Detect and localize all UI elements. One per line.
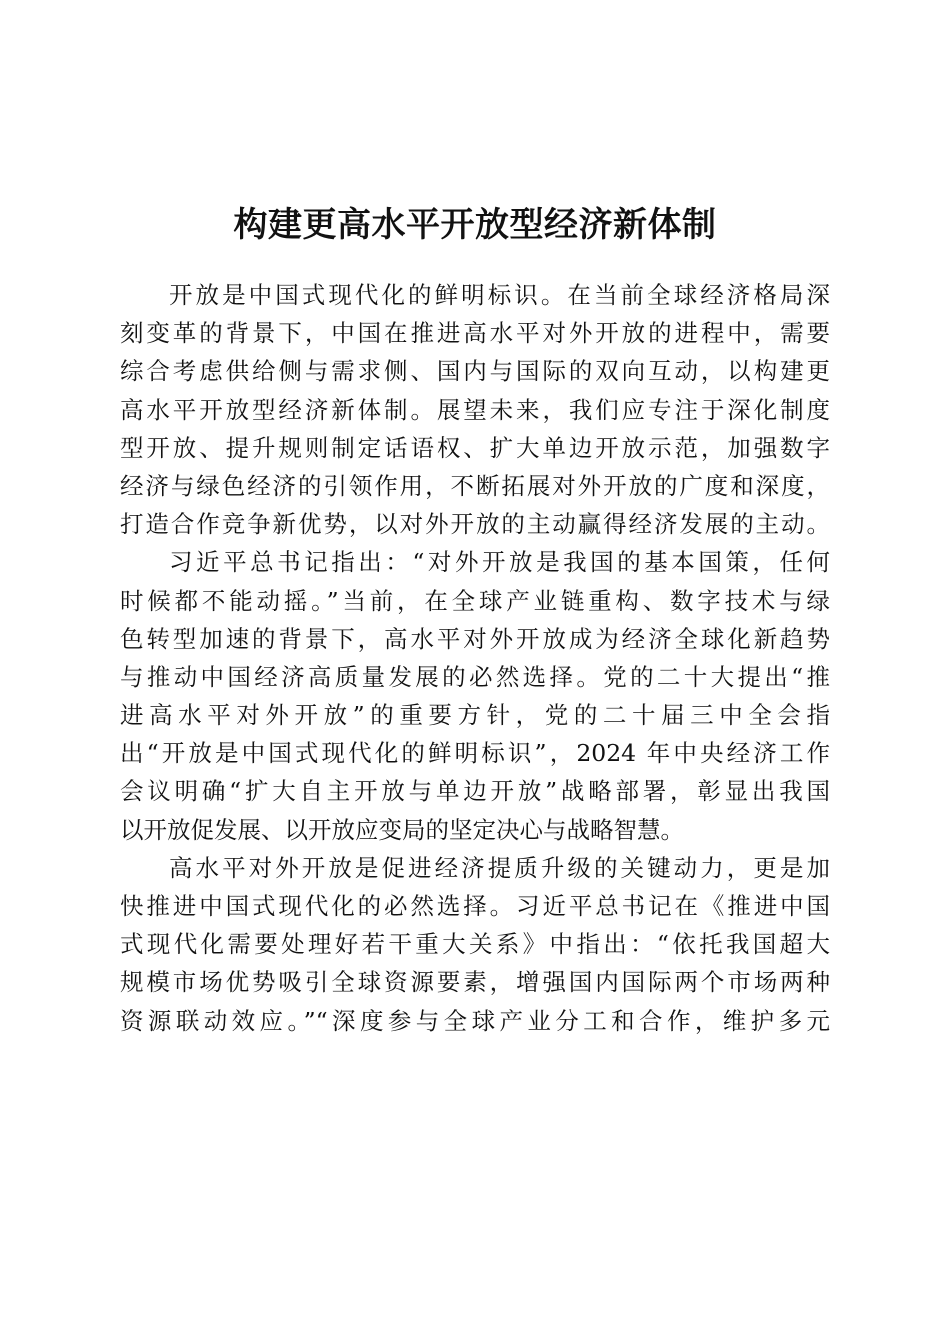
paragraph-line: 进高水平对外开放”的重要方针，党的二十届三中全会指 [120, 701, 830, 730]
document-title: 构建更高水平开放型经济新体制 [233, 204, 717, 245]
paragraph-line: 与推动中国经济高质量发展的必然选择。党的二十大提出“推 [120, 662, 830, 691]
paragraph-line: 出“开放是中国式现代化的鲜明标识”，2024 年中央经济工作 [120, 739, 830, 768]
paragraph-line: 色转型加速的背景下，高水平对外开放成为经济全球化新趋势 [120, 624, 830, 653]
paragraph-line: 习近平总书记指出：“对外开放是我国的基本国策，任何 [169, 548, 830, 577]
paragraph-line: 高水平开放型经济新体制。展望未来，我们应专注于深化制度 [120, 395, 830, 424]
paragraph-line: 规模市场优势吸引全球资源要素，增强国内国际两个市场两种 [120, 968, 830, 997]
paragraph-line: 刻变革的背景下，中国在推进高水平对外开放的进程中，需要 [120, 319, 830, 348]
paragraph [120, 849, 830, 1040]
paragraph-line: 打造合作竞争新优势，以对外开放的主动赢得经济发展的主动。 [120, 510, 830, 539]
paragraph-line: 资源联动效应。”“深度参与全球产业分工和合作，维护多元 [120, 1006, 830, 1035]
paragraph [120, 543, 830, 849]
paragraph-line: 时候都不能动摇。”当前，在全球产业链重构、数字技术与绿 [120, 586, 830, 615]
paragraph-line: 式现代化需要处理好若干重大关系》中指出：“依托我国超大 [120, 930, 830, 959]
paragraph-line: 经济与绿色经济的引领作用，不断拓展对外开放的广度和深度， [120, 471, 830, 500]
paragraph-line: 开放是中国式现代化的鲜明标识。在当前全球经济格局深 [169, 281, 830, 309]
paragraph-line: 快推进中国式现代化的必然选择。习近平总书记在《推进中国 [120, 892, 830, 920]
paragraph-line: 型开放、提升规则制定话语权、扩大单边开放示范，加强数字 [120, 433, 830, 462]
paragraph-line: 会议明确“扩大自主开放与单边开放”战略部署，彰显出我国 [120, 777, 830, 806]
paragraph [120, 276, 830, 543]
paragraph-line: 高水平对外开放是促进经济提质升级的关键动力，更是加 [169, 853, 830, 882]
paragraph-line: 综合考虑供给侧与需求侧、国内与国际的双向互动，以构建更 [120, 357, 830, 386]
document-body [120, 276, 830, 1040]
paragraph-line: 以开放促发展、以开放应变局的坚定决心与战略智慧。 [120, 815, 684, 844]
